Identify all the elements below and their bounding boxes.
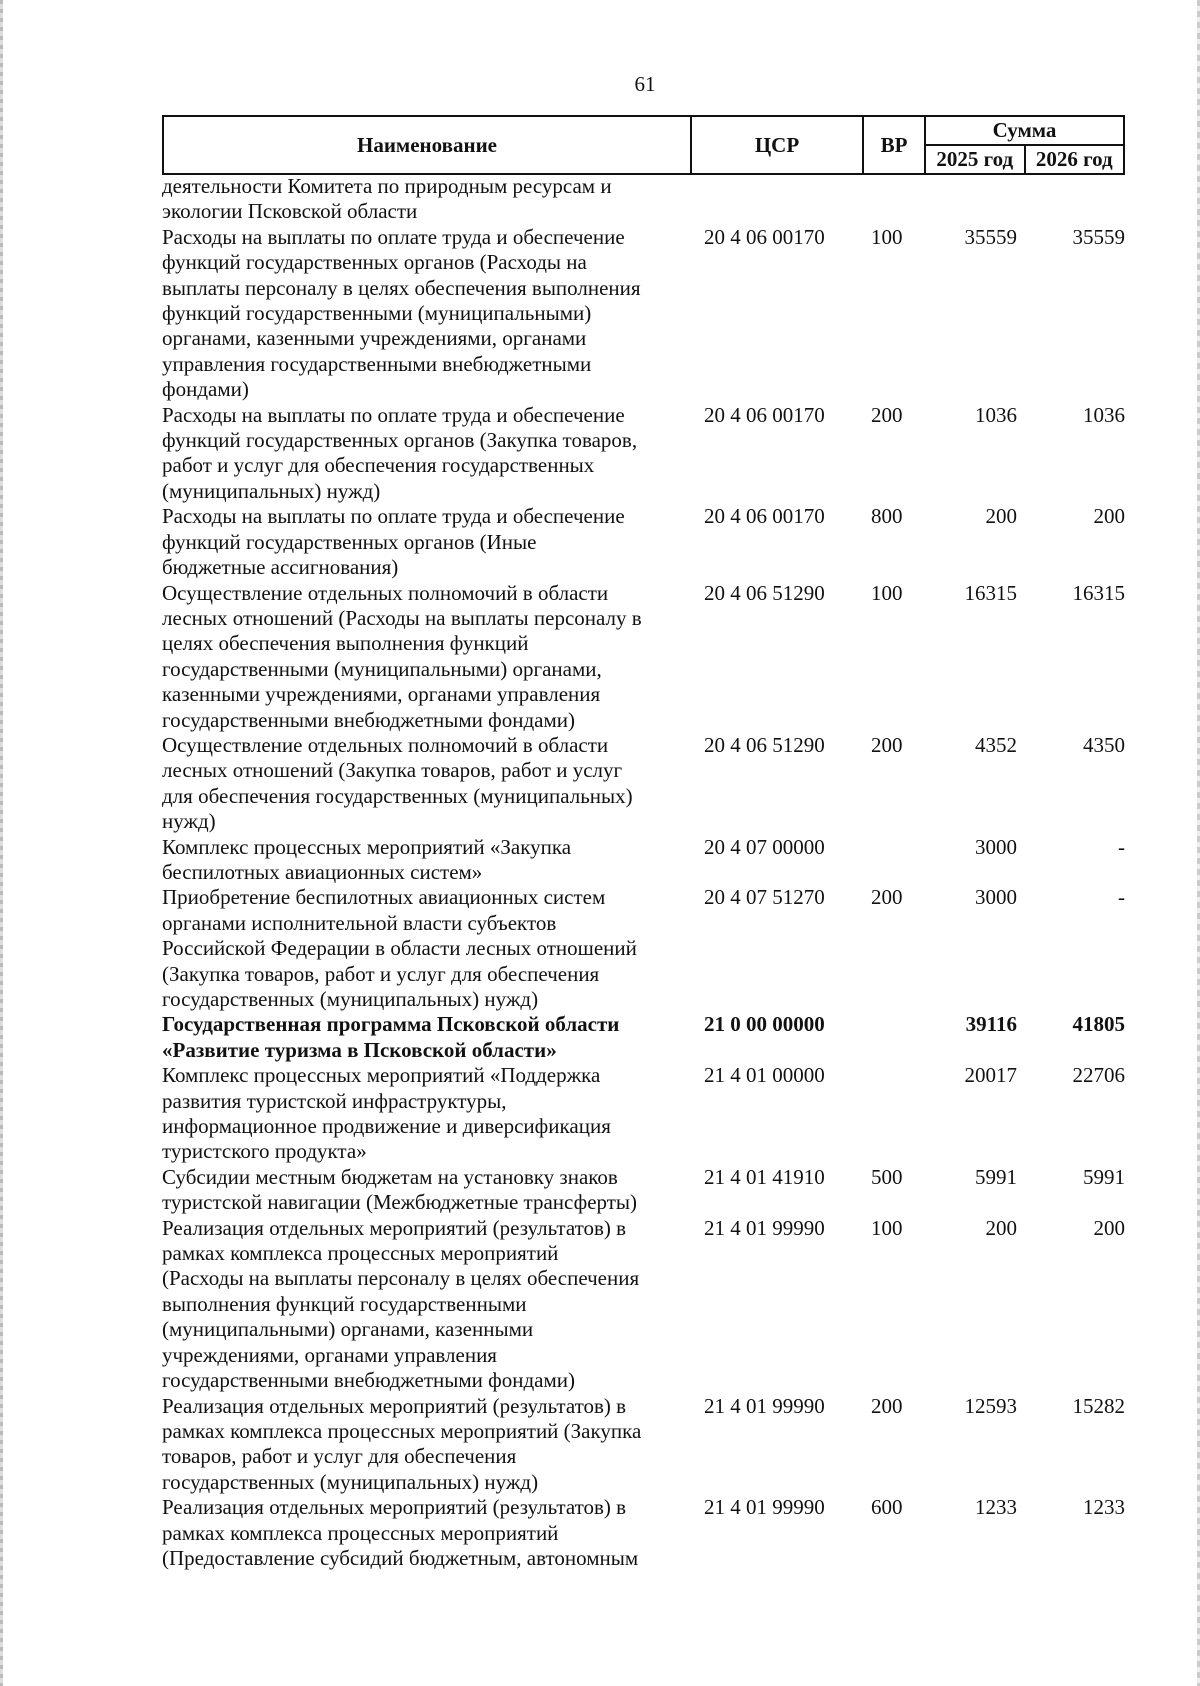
row-sum-2026: 200 [1093,504,1125,529]
row-name-line: развития туристской инфраструктуры, [162,1088,507,1113]
row-name-line: целях обеспечения выполнения функций [162,631,529,656]
row-sum-2025: 1233 [975,1495,1017,1520]
row-csr: 20 4 06 00170 [704,402,825,427]
row-sum-2026: 4350 [1083,732,1125,757]
row-csr: 20 4 07 51270 [704,885,825,910]
row-name-line: государственными внебюджетными фондами) [162,1368,576,1393]
row-name-line: государственных (муниципальных) нужд) [162,987,539,1011]
row-name-line: государственными внебюджетными фондами) [162,707,576,732]
row-name [162,835,692,886]
row-name [162,1063,692,1165]
row-name-line: туристского продукта» [162,1139,367,1164]
table-body [162,174,1125,1571]
row-sum-2026: 1233 [1083,1495,1125,1520]
row-sum-2026: 1036 [1083,402,1125,427]
row-name-line: лесных отношений (Расходы на выплаты персоналу в [162,605,642,630]
row-vr: 500 [871,1164,903,1189]
row-name-line: нужд) [162,809,216,834]
row-csr: 20 4 06 00170 [704,224,825,249]
table-row [162,1012,1125,1063]
row-sum-2026: 22706 [1072,1063,1125,1088]
row-name [162,225,692,403]
row-sum-2026: 5991 [1083,1164,1125,1189]
row-name-line: лесных отношений (Закупка товаров, работ и услуг [162,758,623,783]
row-name-line: Субсидии местным бюджетам на установку знаков [162,1164,618,1189]
row-name-line: функций государственными (муниципальными) [162,301,592,326]
row-csr: 21 0 00 00000 [704,1012,825,1037]
page-number: 61 [634,72,656,96]
row-name-line: Реализация отдельных мероприятий (результатов) в [162,1393,627,1418]
row-name-line: туристской навигации (Межбюджетные трансферты) [162,1190,638,1215]
header-sum: Сумма [925,116,1124,145]
row-name-line: для обеспечения государственных (муниципальных) [162,783,633,808]
row-csr: 21 4 01 99990 [704,1215,825,1240]
row-name [162,1012,692,1063]
row-sum-2025: 3000 [975,834,1017,859]
row-name-line: (муниципальными) органами, казенными [162,1317,534,1342]
header-name: Наименование [163,116,691,174]
row-name-line: Российской Федерации в области лесных отношений [162,936,637,961]
row-vr: 100 [871,224,903,249]
row-sum-2025: 20017 [964,1063,1017,1088]
row-name-line: учреждениями, органами управления [162,1342,497,1367]
row-csr: 21 4 01 99990 [704,1495,825,1520]
table-row [162,504,1125,580]
row-sum-2026: 41805 [1072,1012,1125,1037]
table-header [162,115,1125,175]
row-sum-2025: 16315 [964,580,1017,605]
row-name [162,174,692,225]
row-name-line: (муниципальных) нужд) [162,478,381,503]
row-name-line: Расходы на выплаты по оплате труда и обеспечение [162,402,625,427]
table-row [162,885,1125,1012]
row-sum-2025: 200 [985,504,1017,529]
row-vr: 800 [871,504,903,529]
row-sum-2025: 4352 [975,732,1017,757]
row-name-line: органами исполнительной власти субъектов [162,910,557,935]
row-name [162,1216,692,1394]
header-csr: ЦСР [691,116,863,174]
row-csr: 20 4 06 51290 [704,732,825,757]
row-name-line: беспилотных авиационных систем» [162,859,483,884]
table-row [162,581,1125,733]
row-name-line: органами, казенными учреждениями, органами [162,326,587,351]
table-row [162,174,1125,225]
table-row [162,733,1125,835]
row-name [162,504,692,580]
row-name-line: функций государственных органов (Закупка товаров, [162,428,638,453]
row-name-line: экологии Псковской области [162,199,418,224]
row-name [162,733,692,835]
row-name-line: Реализация отдельных мероприятий (результатов) в [162,1215,627,1240]
row-name-line: выполнения функций государственными [162,1291,527,1316]
row-sum-2025: 5991 [975,1164,1017,1189]
row-sum-2025: 12593 [964,1393,1017,1418]
row-name [162,581,692,733]
row-name-line: работ и услуг для обеспечения государственных [162,453,595,478]
row-vr: 600 [871,1495,903,1520]
row-name-line: (Закупка товаров, работ и услуг для обеспечения [162,961,600,986]
row-name-line: функций государственных органов (Расходы на [162,250,587,275]
table-row [162,1495,1125,1571]
header-vr: ВР [863,116,925,174]
row-sum-2026: 35559 [1072,224,1125,249]
row-name-line: бюджетные ассигнования) [162,555,399,580]
row-name [162,1495,692,1571]
row-name-line: деятельности Комитета по природным ресурсам и [162,174,612,198]
table-row [162,403,1125,505]
row-name-line: выплаты персоналу в целях обеспечения выполнения [162,275,641,300]
table-row [162,225,1125,403]
row-csr: 21 4 01 00000 [704,1063,825,1088]
row-name-line: Реализация отдельных мероприятий (результатов) в [162,1495,627,1520]
row-sum-2026: 16315 [1072,580,1125,605]
row-sum-2026: 15282 [1072,1393,1125,1418]
table-row [162,1216,1125,1394]
row-name-line: информационное продвижение и диверсификация [162,1114,611,1139]
row-sum-2025: 35559 [964,224,1017,249]
row-name-line: рамках комплекса процессных мероприятий [162,1520,559,1545]
row-vr: 100 [871,580,903,605]
row-name-line: Расходы на выплаты по оплате труда и обеспечение [162,224,625,249]
row-name-line: (Расходы на выплаты персоналу в целях обеспечения [162,1266,640,1291]
row-name-line: функций государственных органов (Иные [162,529,537,554]
row-vr: 200 [871,885,903,910]
row-name-line: рамках комплекса процессных мероприятий [162,1241,559,1266]
row-name-line: государственными (муниципальными) органами, [162,656,602,681]
row-csr: 20 4 06 51290 [704,580,825,605]
row-sum-2025: 39116 [965,1012,1017,1037]
row-name-line: Приобретение беспилотных авиационных систем [162,885,606,910]
row-name [162,1394,692,1496]
row-name-line: Осуществление отдельных полномочий в области [162,732,609,757]
row-vr: 200 [871,732,903,757]
row-name-line: Комплекс процессных мероприятий «Поддержка [162,1063,601,1088]
row-csr: 21 4 01 99990 [704,1393,825,1418]
row-sum-2026: - [1118,834,1125,859]
row-sum-2026: - [1118,885,1125,910]
table-row [162,1063,1125,1165]
row-name [162,885,692,1012]
header-year-2025: 2025 год [925,145,1025,174]
row-name-line: фондами) [162,377,249,402]
row-sum-2025: 200 [985,1215,1017,1240]
row-csr: 20 4 07 00000 [704,834,825,859]
row-vr: 100 [871,1215,903,1240]
row-vr: 200 [871,1393,903,1418]
row-name [162,1165,692,1216]
row-name-line: Осуществление отдельных полномочий в области [162,580,609,605]
row-name-line: Комплекс процессных мероприятий «Закупка [162,834,572,859]
row-sum-2025: 3000 [975,885,1017,910]
row-name-line: рамках комплекса процессных мероприятий (Закупка [162,1418,642,1443]
scan-edge-left [0,0,3,1686]
row-name-line: (Предоставление субсидий бюджетным, автономным [162,1545,639,1570]
row-name-line: казенными учреждениями, органами управления [162,682,601,707]
row-csr: 20 4 06 00170 [704,504,825,529]
row-name-line: «Развитие туризма в Псковской области» [162,1037,557,1062]
table-row [162,1165,1125,1216]
row-name-line: государственных (муниципальных) нужд) [162,1469,539,1494]
table-row [162,835,1125,886]
row-csr: 21 4 01 41910 [704,1164,825,1189]
row-sum-2025: 1036 [975,402,1017,427]
table-row [162,1394,1125,1496]
row-name-line: Расходы на выплаты по оплате труда и обеспечение [162,504,625,529]
row-vr: 200 [871,402,903,427]
header-year-2026: 2026 год [1025,145,1125,174]
row-name-line: Государственная программа Псковской области [162,1012,620,1037]
row-name-line: управления государственными внебюджетными [162,351,592,376]
row-sum-2026: 200 [1093,1215,1125,1240]
row-name [162,403,692,505]
row-name-line: товаров, работ и услуг для обеспечения [162,1444,517,1469]
